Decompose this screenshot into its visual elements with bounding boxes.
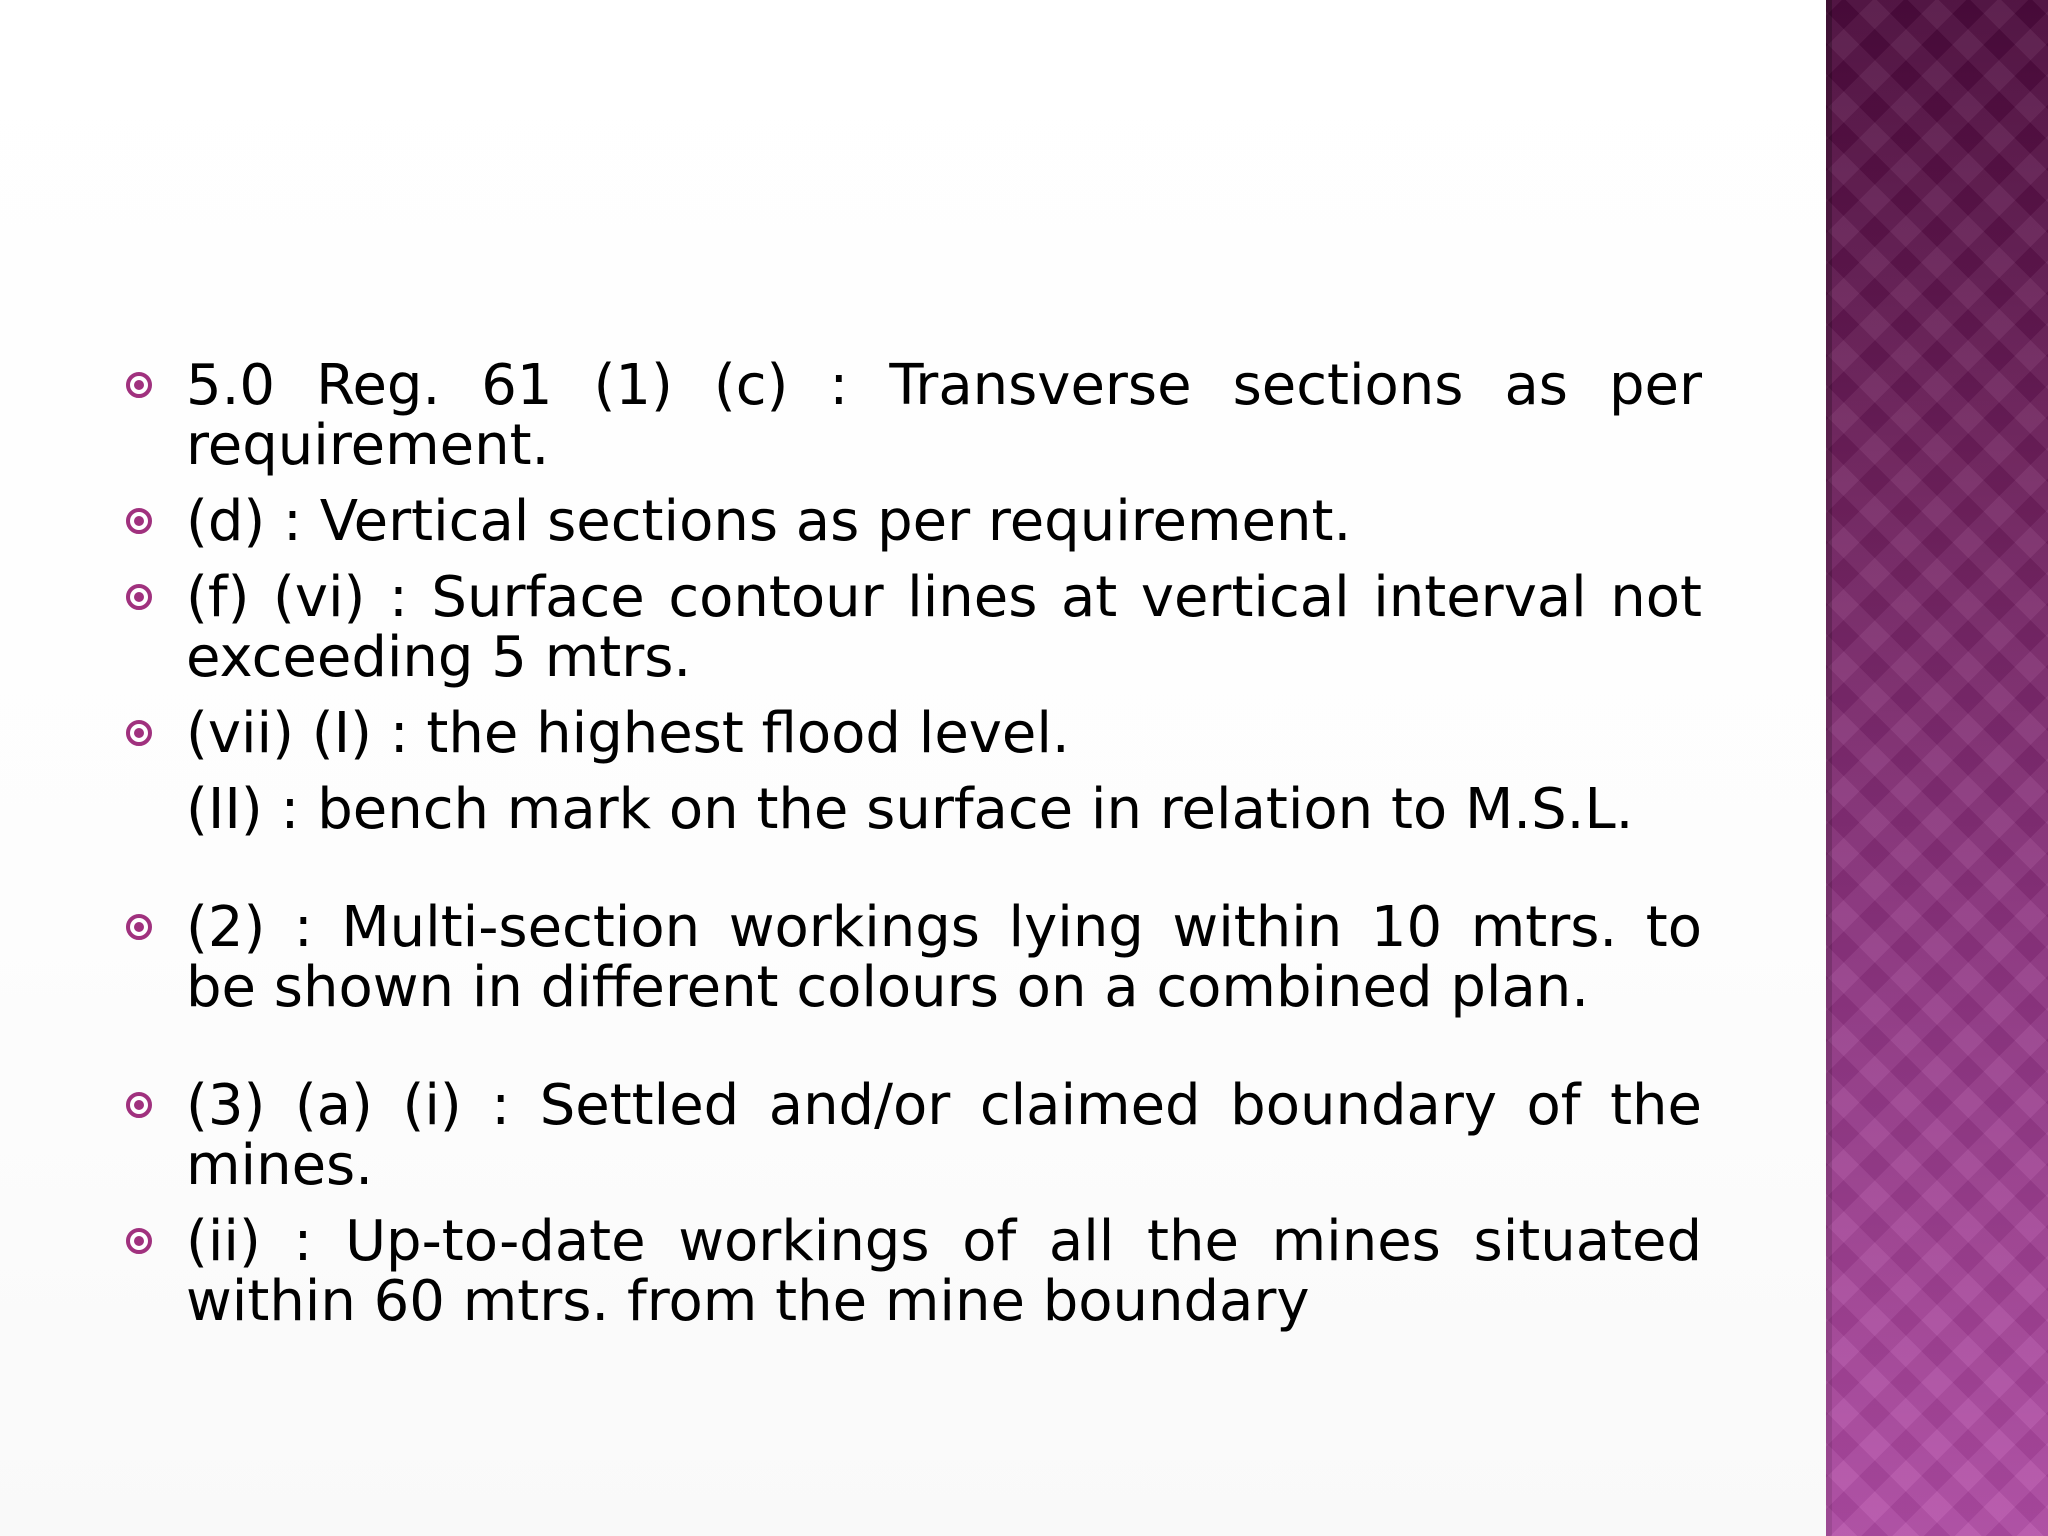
list-item bbox=[120, 565, 1702, 690]
circle-dot-icon bbox=[126, 508, 152, 534]
list-item bbox=[120, 895, 1702, 1020]
list-item-text: (d) : Vertical sections as per requirement. bbox=[186, 489, 1352, 554]
list-item bbox=[120, 701, 1702, 766]
circle-dot-icon bbox=[126, 914, 152, 940]
list-item-text: (ii) : Up-to-date workings of all the mines situated within 60 mtrs. from the mine boundary bbox=[186, 1209, 1702, 1334]
list-item-text: 5.0 Reg. 61 (1) (c) : Transverse sections as per requirement. bbox=[186, 353, 1702, 478]
decorative-side-band bbox=[1826, 0, 2048, 1536]
list-item bbox=[120, 1073, 1702, 1198]
bullet-list bbox=[120, 353, 1702, 1348]
list-item-text: (2) : Multi-section workings lying within 10 mtrs. to be shown in different colours on a combined plan. bbox=[186, 895, 1702, 1020]
list-item-text: (f) (vi) : Surface contour lines at vertical interval not exceeding 5 mtrs. bbox=[186, 565, 1702, 690]
circle-dot-icon bbox=[126, 372, 152, 398]
list-item-text: (vii) (I) : the highest flood level. bbox=[186, 701, 1070, 766]
list-item bbox=[120, 1209, 1702, 1334]
list-item-text: (3) (a) (i) : Settled and/or claimed boundary of the mines. bbox=[186, 1073, 1702, 1198]
circle-dot-icon bbox=[126, 720, 152, 746]
list-item-continuation bbox=[120, 777, 1702, 842]
circle-dot-icon bbox=[126, 584, 152, 610]
circle-dot-icon bbox=[126, 1228, 152, 1254]
list-item bbox=[120, 353, 1702, 478]
list-item-text: (II) : bench mark on the surface in relation to M.S.L. bbox=[186, 777, 1634, 842]
list-item bbox=[120, 489, 1702, 554]
circle-dot-icon bbox=[126, 1092, 152, 1118]
